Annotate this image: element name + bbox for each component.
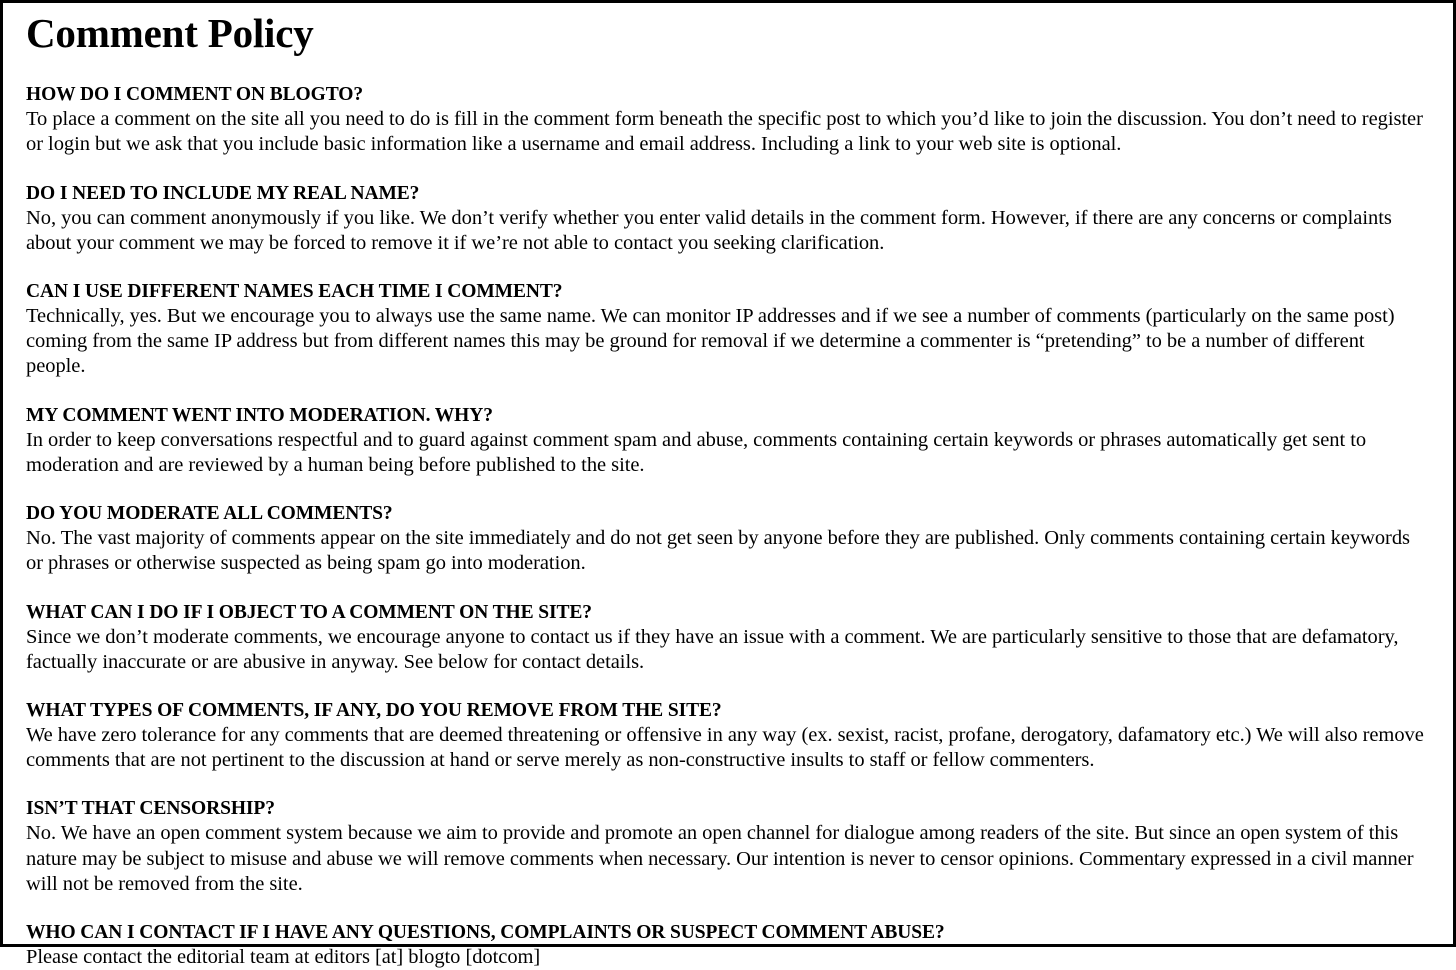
faq-answer: Technically, yes. But we encourage you to always use the same name. We can monitor IP addresses and if we see a number of comments (particularly on the same post) coming from the same IP address but from different names this may be ground for removal if we determine a commenter is “pretending” to be a number of different people. [26,305,1395,378]
faq-question: ISN’T THAT CENSORSHIP? [26,798,275,820]
faq-answer: No. The vast majority of comments appear on the site immediately and do not get seen by anyone before they are published. Only comments containing certain keywords or phrases or otherwise suspected as being spam go into moderation. [26,527,1410,575]
faq-question: DO YOU MODERATE ALL COMMENTS? [26,503,393,525]
faq-question: DO I NEED TO INCLUDE MY REAL NAME? [26,182,420,204]
faq-question: MY COMMENT WENT INTO MODERATION. WHY? [26,404,493,426]
faq-question: WHAT TYPES OF COMMENTS, IF ANY, DO YOU REMOVE FROM THE SITE? [26,699,722,721]
faq-item-0 [26,83,1433,157]
faq-item-1 [26,182,1433,256]
faq-answer: In order to keep conversations respectful and to guard against comment spam and abuse, comments containing certain keywords or phrases automatically get sent to moderation and are reviewed by a human being before published to the site. [26,428,1367,476]
faq-question: HOW DO I COMMENT ON BLOGTO? [26,84,363,106]
faq-question: WHAT CAN I DO IF I OBJECT TO A COMMENT ON THE SITE? [26,601,592,623]
faq-answer: No, you can comment anonymously if you like. We don’t verify whether you enter valid details in the comment form. However, if there are any concerns or complaints about your comment we may be forced to remove it if we’re not able to contact you seeking clarification. [26,206,1392,254]
page-title: Comment Policy [26,10,314,56]
faq-item-5 [26,601,1433,675]
faq-item-6 [26,699,1433,773]
faq-item-8 [26,921,1433,970]
faq-answer: Please contact the editorial team at editors [at] blogto [dotcom] [26,945,541,968]
faq-answer: Since we don’t moderate comments, we encourage anyone to contact us if they have an issue with a comment. We are particularly sensitive to those that are defamatory, factually inaccurate or are abusive in anyway. See below for contact details. [26,625,1399,673]
faq-item-4 [26,502,1433,576]
faq-item-7 [26,797,1433,897]
faq-item-3 [26,404,1433,478]
faq-list [26,83,1433,970]
faq-answer: We have zero tolerance for any comments that are deemed threatening or offensive in any way (ex. sexist, racist, profane, derogatory, dafamatory etc.) We will also remove comments that are not pertinent to the discussion at hand or serve merely as non-constructive insults to staff or fellow commenters. [26,723,1424,772]
faq-question: CAN I USE DIFFERENT NAMES EACH TIME I COMMENT? [26,281,563,303]
faq-answer: To place a comment on the site all you need to do is fill in the comment form beneath the specific post to which you’d like to join the discussion. You don’t need to register or login but we ask that you include basic information like a username and email address. Including a link to your web site is optional. [26,108,1423,156]
faq-question: WHO CAN I CONTACT IF I HAVE ANY QUESTIONS, COMPLAINTS OR SUSPECT COMMENT ABUSE? [26,921,945,943]
faq-answer: No. We have an open comment system because we aim to provide and promote an open channel for dialogue among readers of the site. But since an open system of this nature may be subject to misuse and abuse we will remove comments when necessary. Our intention is never to censor opinions. Commentary expressed in a civil manner will not be removed from the site. [26,822,1414,895]
faq-item-2 [26,280,1433,380]
